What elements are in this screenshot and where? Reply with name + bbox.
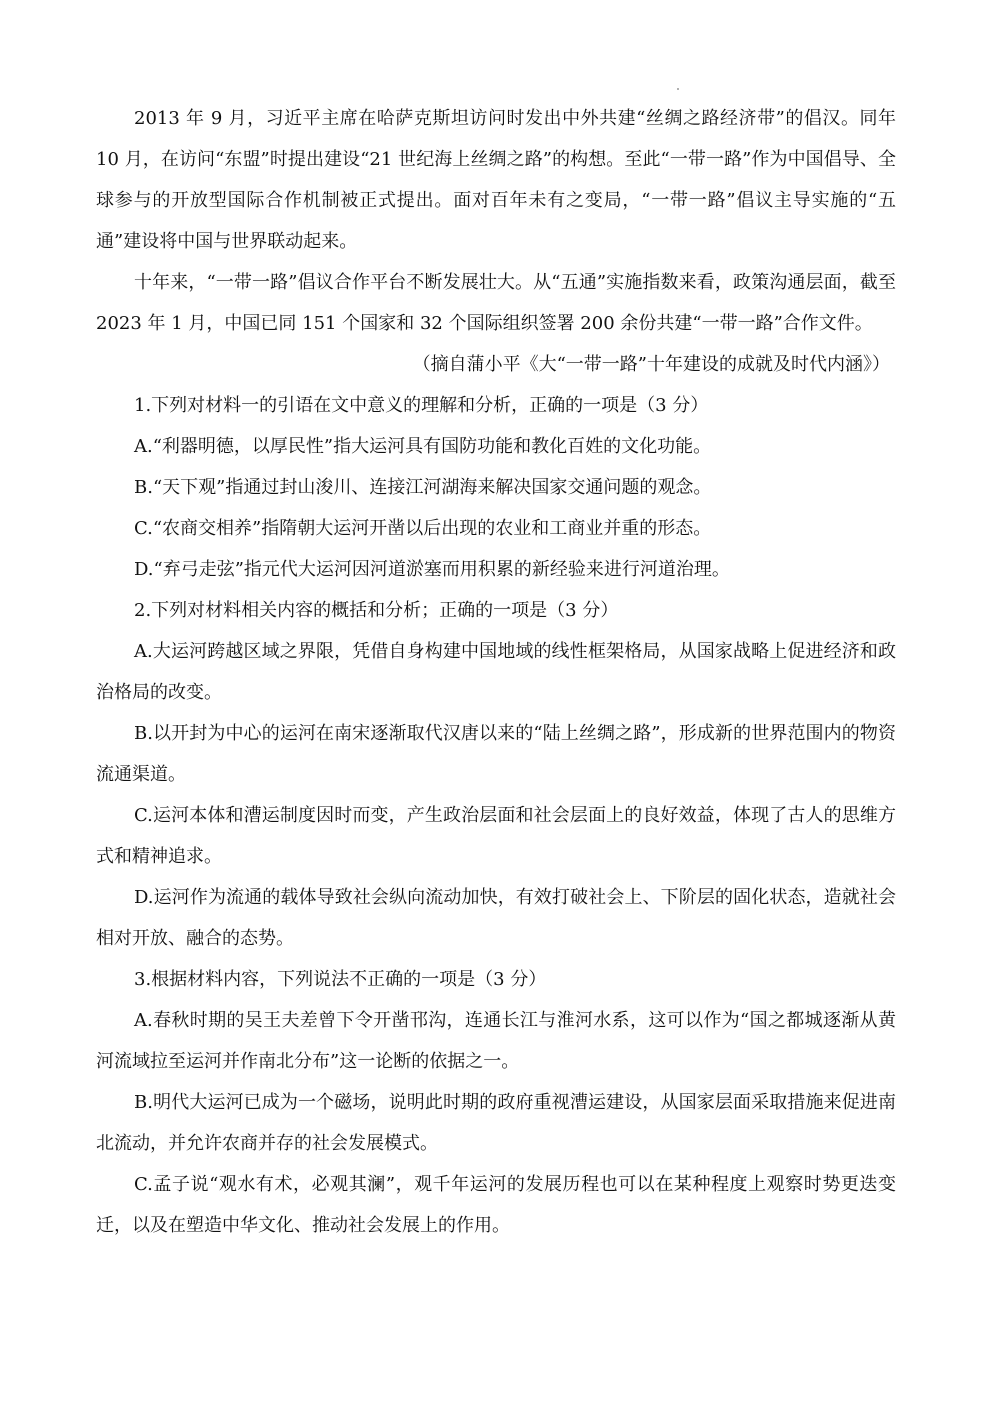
source-citation: （摘自蒲小平《大“一带一路”十年建设的成就及时代内涵》）: [412, 354, 890, 375]
question-1-option-b: B.“天下观”指通过封山浚川、连接江河湖海来解决国家交通问题的观念。: [134, 477, 712, 498]
question-3-stem: 3.根据材料内容，下列说法不正确的一项是（3 分）: [134, 969, 547, 990]
question-3-option-b: B.明代大运河已成为一个磁场，说明此时期的政府重视漕运建设，从国家层面采取措施来促进南北流动，并允许农商并存的社会发展模式。: [96, 1092, 896, 1154]
scan-speck: [677, 88, 679, 90]
question-1-option-c: C.“农商交相养”指隋朝大运河开凿以后出现的农业和工商业并重的形态。: [134, 518, 712, 539]
question-2-option-d: D.运河作为流通的载体导致社会纵向流动加快，有效打破社会上、下阶层的固化状态，造就社会相对开放、融合的态势。: [96, 887, 896, 949]
paragraph-2: 十年来，“一带一路”倡议合作平台不断发展壮大。从“五通”实施指数来看，政策沟通层面，截至 2023 年 1 月，中国已同 151 个国家和 32 个国际组织签署 200 余份共建“一带一路”合作文件。: [96, 272, 896, 334]
question-3-option-c: C.孟子说“观水有术，必观其澜”，观千年运河的发展历程也可以在某种程度上观察时势更迭变迁，以及在塑造中华文化、推动社会发展上的作用。: [96, 1174, 896, 1236]
question-2-option-b: B.以开封为中心的运河在南宋逐渐取代汉唐以来的“陆上丝绸之路”，形成新的世界范围内的物资流通渠道。: [96, 723, 896, 785]
paragraph-1: 2013 年 9 月，习近平主席在哈萨克斯坦访问时发出中外共建“丝绸之路经济带”的倡汉。同年 10 月，在访问“东盟”时提出建设“21 世纪海上丝绸之路”的构想。至此“一带一路”作为中国倡导、全球参与的开放型国际合作机制被正式提出。面对百年未有之变局，“一带一路”倡议主导实施的“五通”建设将中国与世界联动起来。: [96, 108, 896, 252]
question-2-option-a: A.大运河跨越区域之界限，凭借自身构建中国地域的线性框架格局，从国家战略上促进经济和政治格局的改变。: [96, 641, 896, 703]
question-2-option-c: C.运河本体和漕运制度因时而变，产生政治层面和社会层面上的良好效益，体现了古人的思维方式和精神追求。: [96, 805, 896, 867]
question-3-option-a: A.春秋时期的吴王夫差曾下令开凿邗沟，连通长江与淮河水系，这可以作为“国之都城逐渐从黄河流域拉至运河并作南北分布”这一论断的依据之一。: [96, 1010, 896, 1072]
question-1-stem: 1.下列对材料一的引语在文中意义的理解和分析，正确的一项是（3 分）: [134, 395, 709, 416]
question-1-option-d: D.“弃弓走弦”指元代大运河因河道淤塞而用积累的新经验来进行河道治理。: [134, 559, 730, 580]
question-1-option-a: A.“利器明德，以厚民性”指大运河具有国防功能和教化百姓的文化功能。: [134, 436, 712, 457]
document-body: [96, 98, 896, 1246]
question-2-stem: 2.下列对材料相关内容的概括和分析；正确的一项是（3 分）: [134, 600, 619, 621]
